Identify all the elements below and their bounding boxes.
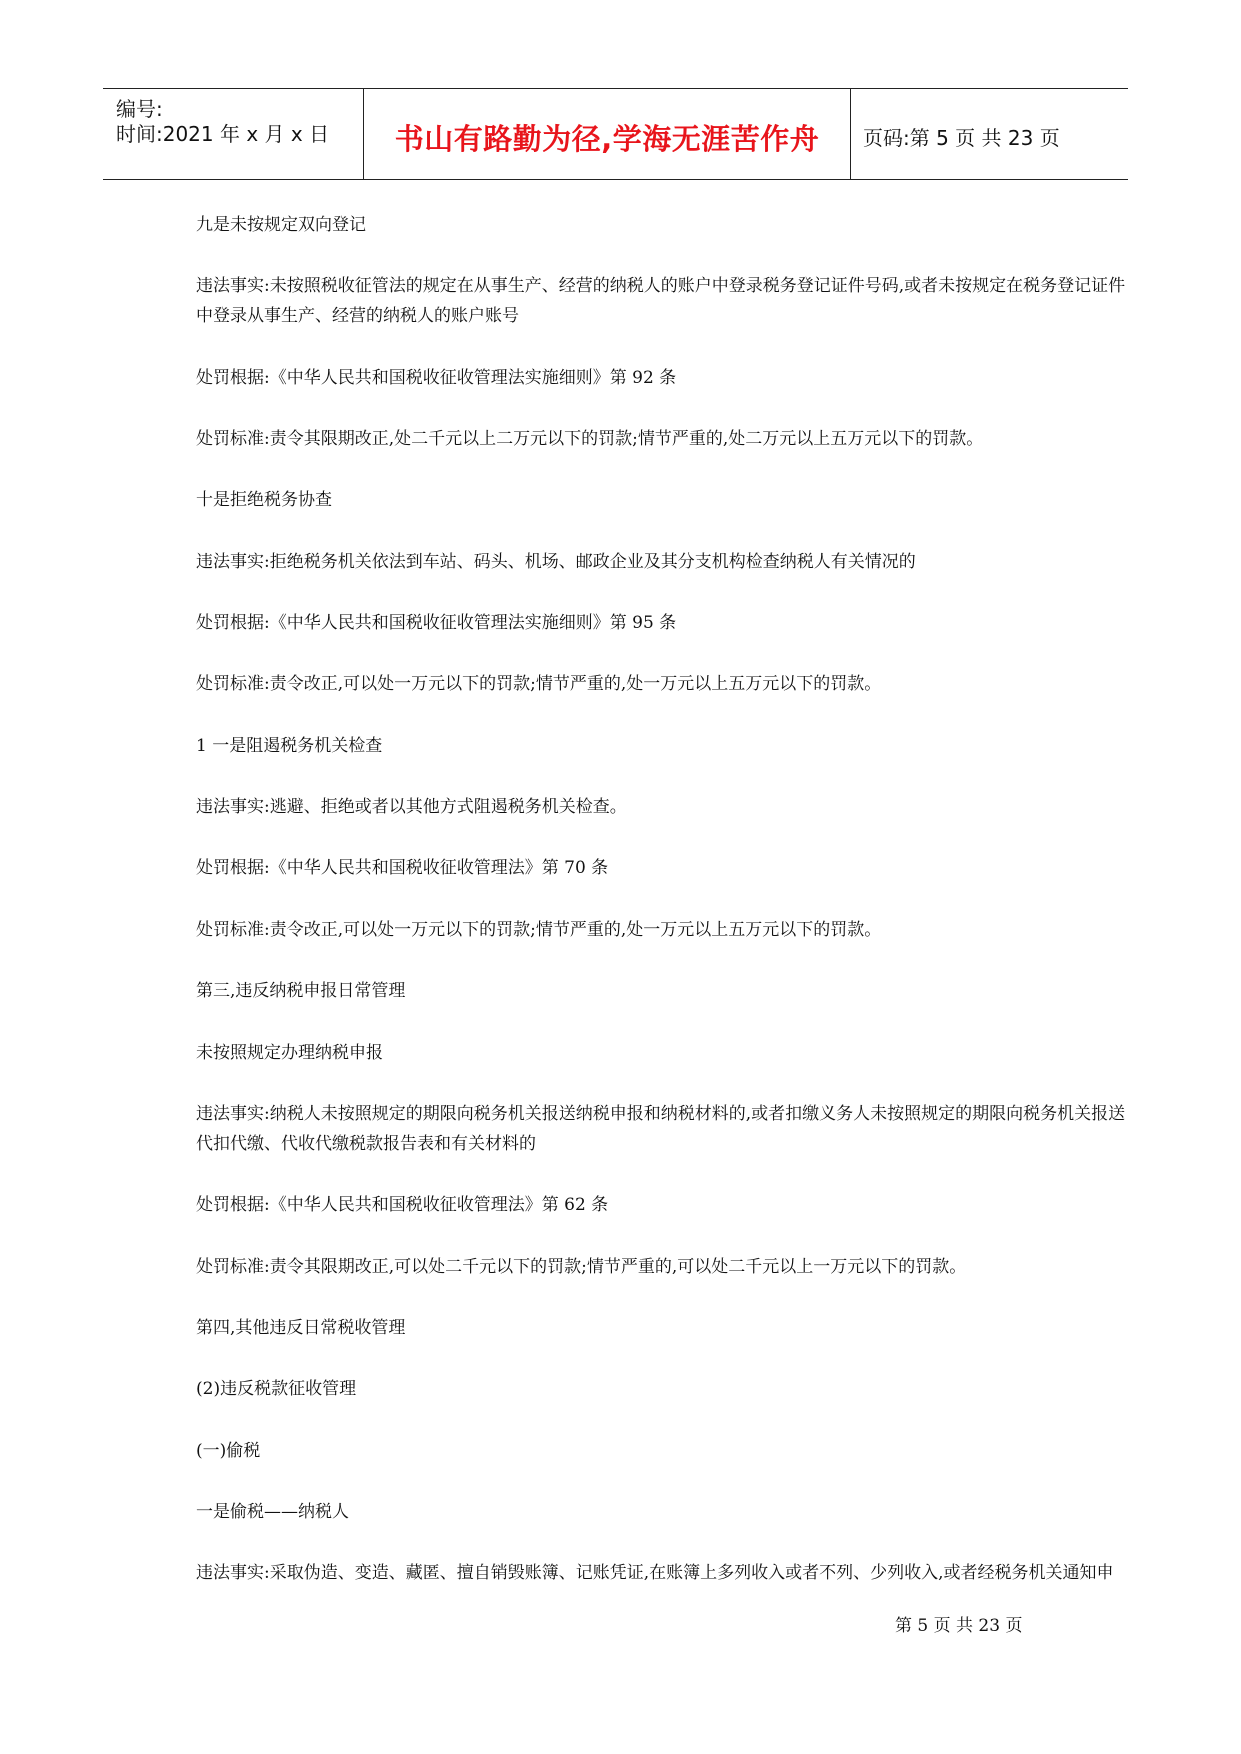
footer-page-number: 第 5 页 共 23 页 (895, 1616, 1023, 1636)
paragraph: 违法事实:逃避、拒绝或者以其他方式阻遏税务机关检查。 (196, 797, 627, 817)
paragraph: (一)偷税 (196, 1441, 261, 1461)
header-motto-cell (364, 89, 851, 179)
paragraph: 第三,违反纳税申报日常管理 (196, 981, 406, 1001)
paragraph: 处罚根据:《中华人民共和国税收征收管理法》第 70 条 (196, 858, 609, 878)
document-number-label: 编号: (116, 97, 163, 121)
document-time-label: 时间:2021 年 x 月 x 日 (116, 122, 330, 146)
paragraph: 第四,其他违反日常税收管理 (196, 1318, 406, 1338)
document-header (103, 88, 1128, 180)
paragraph: 一是偷税——纳税人 (196, 1502, 349, 1522)
paragraph: 违法事实:纳税人未按照规定的期限向税务机关报送纳税申报和纳税材料的,或者扣缴义务人未按照规定的期限向税务机关报送 (196, 1104, 1126, 1124)
paragraph: 未按照规定办理纳税申报 (196, 1043, 383, 1063)
paragraph: 九是未按规定双向登记 (196, 215, 366, 235)
paragraph: 违法事实:拒绝税务机关依法到车站、码头、机场、邮政企业及其分支机构检查纳税人有关情况的 (196, 552, 916, 572)
paragraph: 代扣代缴、代收代缴税款报告表和有关材料的 (196, 1134, 536, 1154)
header-page-cell (851, 89, 1128, 179)
paragraph: 十是拒绝税务协查 (196, 490, 332, 510)
paragraph: 处罚标准:责令其限期改正,可以处二千元以下的罚款;情节严重的,可以处二千元以上一万元以下的罚款。 (196, 1257, 967, 1277)
paragraph: 处罚标准:责令改正,可以处一万元以下的罚款;情节严重的,处一万元以上五万元以下的罚款。 (196, 674, 882, 694)
paragraph: 违法事实:采取伪造、变造、藏匿、擅自销毁账簿、记账凭证,在账簿上多列收入或者不列、少列收入,或者经税务机关通知申 (196, 1563, 1114, 1583)
paragraph: 处罚根据:《中华人民共和国税收征收管理法实施细则》第 95 条 (196, 613, 677, 633)
header-page-number: 页码:第 5 页 共 23 页 (863, 126, 1060, 150)
header-motto: 书山有路勤为径,学海无涯苦作舟 (394, 122, 820, 156)
header-info-cell (103, 89, 364, 179)
paragraph: 中登录从事生产、经营的纳税人的账户账号 (196, 306, 519, 326)
paragraph: (2)违反税款征收管理 (196, 1379, 357, 1399)
paragraph: 处罚根据:《中华人民共和国税收征收管理法实施细则》第 92 条 (196, 368, 677, 388)
paragraph: 处罚标准:责令改正,可以处一万元以下的罚款;情节严重的,处一万元以上五万元以下的罚款。 (196, 920, 882, 940)
paragraph: 处罚根据:《中华人民共和国税收征收管理法》第 62 条 (196, 1195, 609, 1215)
paragraph: 1 一是阻遏税务机关检查 (196, 736, 383, 756)
paragraph: 处罚标准:责令其限期改正,处二千元以上二万元以下的罚款;情节严重的,处二万元以上五万元以下的罚款。 (196, 429, 984, 449)
paragraph: 违法事实:未按照税收征管法的规定在从事生产、经营的纳税人的账户中登录税务登记证件号码,或者未按规定在税务登记证件 (196, 276, 1126, 296)
